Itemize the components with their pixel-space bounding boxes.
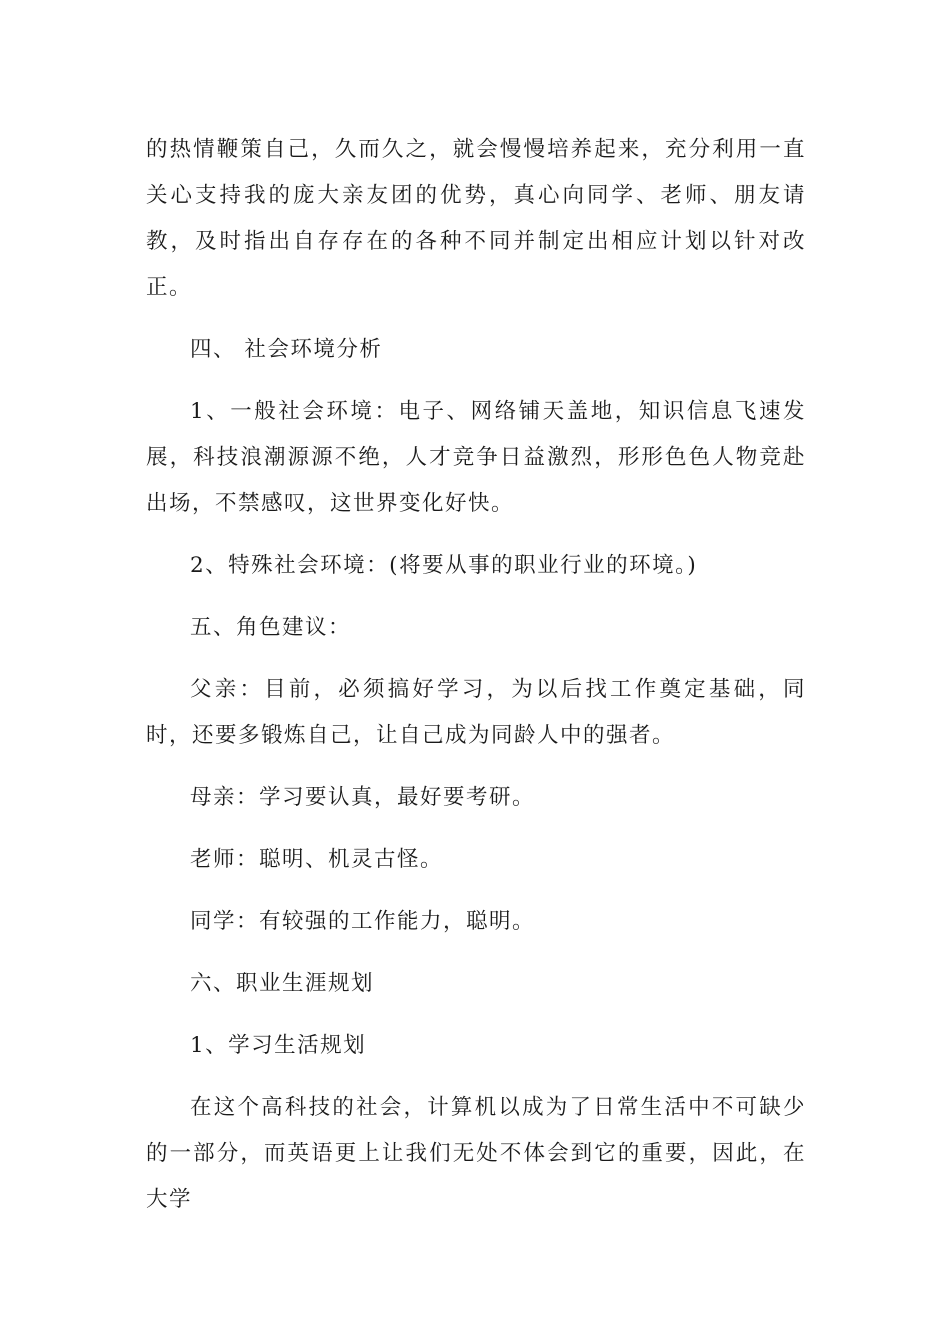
paragraph-teacher-suggestion: 老师：聪明、机灵古怪。 xyxy=(190,847,444,872)
document-body xyxy=(146,127,806,1239)
heading-study-life-planning: 1、学习生活规划 xyxy=(190,1033,367,1058)
paragraph-continuation: 的热情鞭策自己，久而久之，就会慢慢培养起来，充分利用一直关心支持我的庞大亲友团的优势，真心向同学、老师、朋友请教，及时指出自存存在的各种不同并制定出相应计划以针对改正。 xyxy=(146,137,806,300)
paragraph-mother-suggestion: 母亲：学习要认真，最好要考研。 xyxy=(190,785,536,810)
paragraph-computer-english: 在这个高科技的社会，计算机以成为了日常生活中不可缺少的一部分，而英语更上让我们无处不体会到它的重要，因此，在大学 xyxy=(146,1095,806,1212)
heading-role-suggestions: 五、角色建议： xyxy=(190,615,352,640)
paragraph-father-suggestion: 父亲：目前，必须搞好学习，为以后找工作奠定基础，同时，还要多锻炼自己，让自己成为同龄人中的强者。 xyxy=(146,677,806,748)
heading-social-environment-analysis: 四、 社会环境分析 xyxy=(190,337,383,362)
heading-career-planning: 六、职业生涯规划 xyxy=(190,971,375,996)
paragraph-special-social-environment: 2、特殊社会环境：(将要从事的职业行业的环境。) xyxy=(190,553,698,578)
paragraph-classmate-suggestion: 同学：有较强的工作能力，聪明。 xyxy=(190,909,536,934)
paragraph-general-social-environment: 1、一般社会环境：电子、网络铺天盖地，知识信息飞速发展，科技浪潮源源不绝，人才竞争日益激烈，形形色色人物竞赴出场，不禁感叹，这世界变化好快。 xyxy=(146,399,806,516)
